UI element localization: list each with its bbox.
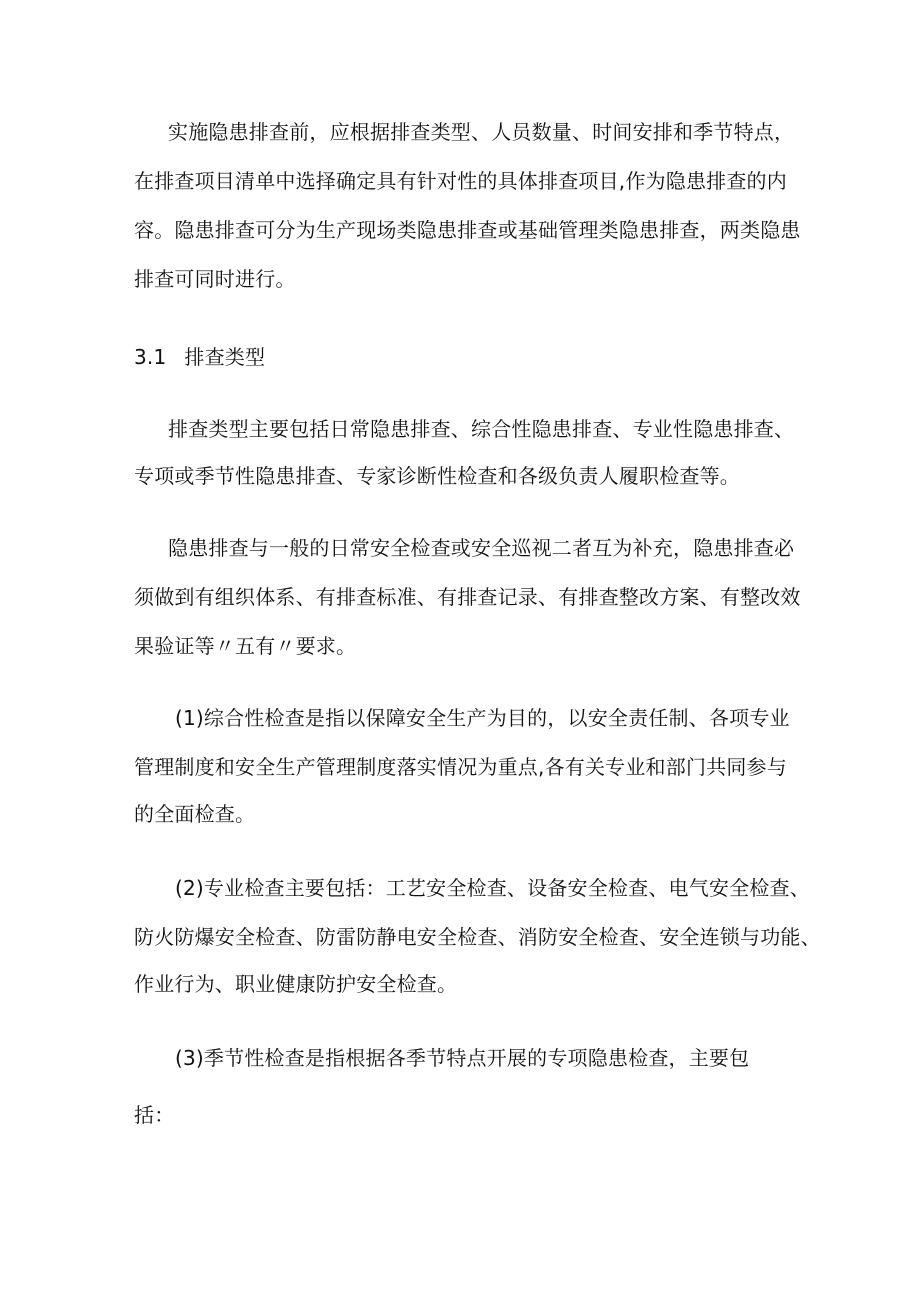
- item1-line-2: 管理制度和安全生产管理制度落实情况为重点,各有关专业和部门共同参与: [134, 755, 787, 779]
- intro-line-2: 在排查项目清单中选择确定具有针对性的具体排查项目,作为隐患排查的内: [134, 169, 787, 193]
- item3-line-1: (3)季节性检查是指根据各季节特点开展的专项隐患检查，主要包: [175, 1046, 750, 1070]
- item1-line-1: (1)综合性检查是指以保障安全生产为目的，以安全责任制、各项专业: [175, 706, 790, 730]
- intro-line-3: 容。隐患排查可分为生产现场类隐患排查或基础管理类隐患排查，两类隐患: [134, 218, 801, 242]
- five-line-2: 须做到有组织体系、有排查标准、有排查记录、有排查整改方案、有整改效: [134, 585, 801, 609]
- types-line-1: 排查类型主要包括日常隐患排查、综合性隐患排查、专业性隐患排查、: [168, 417, 795, 441]
- item2-line-3: 作业行为、职业健康防护安全检查。: [134, 972, 458, 996]
- section-heading: [134, 344, 265, 370]
- five-line-3: 果验证等〃五有〃要求。: [134, 634, 357, 658]
- intro-line-1: 实施隐患排查前，应根据排查类型、人员数量、时间安排和季节特点，: [168, 120, 795, 144]
- item2-line-2: 防火防爆安全检查、防雷防静电安全检查、消防安全检查、安全连锁与功能、: [134, 925, 821, 949]
- section-title: 排查类型: [184, 345, 266, 369]
- five-line-1: 隐患排查与一般的日常安全检查或安全巡视二者互为补充，隐患排查必: [168, 536, 795, 560]
- item3-line-2: 括：: [134, 1103, 175, 1127]
- types-line-2: 专项或季节性隐患排查、专家诊断性检查和各级负责人履职检查等。: [134, 464, 740, 488]
- section-number: 3.1: [134, 345, 167, 369]
- intro-line-4: 排查可同时进行。: [134, 267, 296, 291]
- item1-line-3: 的全面检查。: [134, 802, 256, 826]
- item2-line-1: (2)专业检查主要包括：工艺安全检查、设备安全检查、电气安全检查、: [175, 876, 810, 900]
